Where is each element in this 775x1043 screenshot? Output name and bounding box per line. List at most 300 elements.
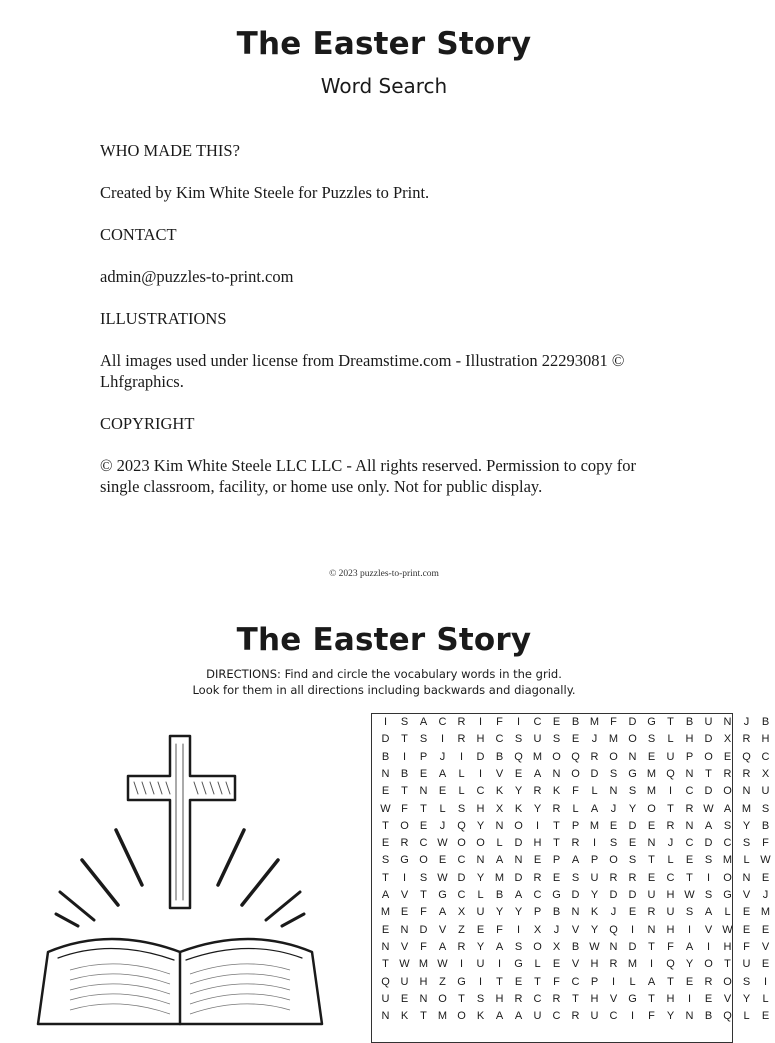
grid-letter: O	[628, 733, 637, 746]
grid-letter: Y	[495, 906, 504, 919]
grid-letter: U	[476, 958, 485, 971]
grid-letter: X	[761, 767, 770, 780]
grid-letter: D	[514, 837, 523, 850]
grid-letter: C	[476, 785, 485, 798]
grid-letter: M	[741, 802, 752, 815]
grid-letter: N	[400, 923, 409, 936]
grid-letter: D	[704, 733, 713, 746]
grid-letter: L	[477, 889, 484, 901]
grid-letter: H	[666, 923, 675, 936]
grid-letter: A	[514, 1010, 523, 1023]
grid-letter: F	[762, 837, 769, 850]
grid-letter: E	[514, 975, 523, 988]
grid-letter: U	[590, 1010, 599, 1023]
grid-row	[376, 924, 775, 936]
grid-letter: E	[761, 958, 770, 971]
grid-letter: N	[381, 940, 390, 953]
grid-letter: T	[572, 992, 579, 1005]
grid-letter: A	[571, 854, 580, 867]
grid-letter: T	[667, 975, 674, 988]
grid-letter: E	[685, 975, 694, 988]
grid-letter: O	[438, 992, 447, 1005]
grid-letter: X	[533, 923, 542, 936]
grid-letter: M	[608, 733, 619, 746]
grid-letter: M	[722, 854, 733, 867]
grid-letter: G	[628, 767, 637, 780]
grid-letter: U	[704, 716, 713, 728]
grid-letter: W	[684, 889, 695, 901]
grid-letter: L	[496, 837, 503, 850]
grid-letter: N	[685, 819, 694, 832]
grid-letter: M	[589, 819, 600, 832]
grid-letter: I	[383, 716, 388, 728]
grid-letter: E	[761, 923, 770, 936]
grid-letter: Y	[476, 871, 485, 884]
grid-letter: R	[457, 716, 466, 728]
grid-letter: S	[514, 733, 523, 746]
grid-letter: V	[571, 958, 580, 971]
grid-letter: E	[400, 992, 409, 1005]
grid-letter: T	[382, 819, 389, 832]
grid-letter: H	[590, 992, 599, 1005]
grid-letter: M	[380, 906, 391, 919]
grid-letter: I	[440, 733, 445, 746]
grid-letter: I	[706, 871, 711, 884]
grid-letter: T	[458, 992, 465, 1005]
grid-letter: R	[400, 837, 409, 850]
grid-letter: J	[762, 889, 769, 901]
grid-letter: O	[400, 819, 409, 832]
grid-letter: J	[610, 906, 617, 919]
grid-letter: E	[533, 854, 542, 867]
grid-letter: W	[722, 923, 733, 936]
grid-letter: K	[514, 802, 523, 815]
grid-letter: V	[609, 992, 618, 1005]
grid-letter: O	[723, 871, 732, 884]
grid-letter: I	[630, 923, 635, 936]
grid-letter: A	[438, 906, 447, 919]
grid-letter: R	[533, 785, 542, 798]
grid-letter: C	[685, 837, 694, 850]
copyright-heading: COPYRIGHT	[100, 414, 195, 433]
grid-letter: B	[381, 750, 390, 763]
grid-letter: E	[419, 819, 428, 832]
grid-letter: T	[648, 940, 655, 953]
grid-row	[376, 854, 775, 866]
grid-letter: Q	[514, 750, 523, 763]
grid-letter: E	[609, 819, 618, 832]
grid-letter: U	[533, 1010, 542, 1023]
grid-letter: A	[590, 802, 599, 815]
grid-letter: P	[590, 854, 599, 867]
grid-letter: S	[685, 906, 694, 919]
grid-letter: Q	[666, 958, 675, 971]
grid-letter: H	[419, 975, 428, 988]
who-made-body: Created by Kim White Steele for Puzzles to Print.	[100, 183, 430, 202]
grid-letter: R	[609, 871, 618, 884]
grid-letter: G	[457, 975, 466, 988]
grid-letter: F	[420, 906, 427, 919]
illustrations-body: All images used under license from Dreamstime.com - Illustration 22293081 © Lhfgraphics.	[100, 351, 625, 391]
grid-letter: K	[476, 1010, 485, 1023]
grid-letter: I	[459, 958, 464, 971]
grid-letter: Y	[628, 802, 637, 815]
grid-letter: H	[476, 802, 485, 815]
grid-letter: H	[476, 733, 485, 746]
grid-letter: C	[666, 871, 675, 884]
grid-letter: O	[571, 767, 580, 780]
illustrations-heading: ILLUSTRATIONS	[100, 309, 227, 328]
grid-letter: U	[742, 958, 751, 971]
grid-letter: Y	[514, 906, 523, 919]
grid-letter: R	[609, 958, 618, 971]
grid-letter: P	[571, 819, 580, 832]
grid-letter: T	[496, 975, 503, 988]
grid-letter: H	[723, 940, 732, 953]
grid-letter: E	[552, 871, 561, 884]
grid-letter: I	[668, 785, 673, 798]
grid-letter: B	[495, 889, 504, 901]
grid-letter: D	[590, 767, 599, 780]
grid-letter: N	[495, 819, 504, 832]
grid-letter: R	[666, 819, 675, 832]
grid-letter: Y	[514, 785, 523, 798]
grid-letter: M	[494, 871, 505, 884]
grid-letter: I	[535, 819, 540, 832]
grid-letter: S	[704, 889, 713, 901]
grid-letter: S	[609, 767, 618, 780]
grid-letter: L	[667, 733, 674, 746]
grid-letter: O	[723, 785, 732, 798]
grid-letter: I	[459, 750, 464, 763]
grid-letter: V	[400, 940, 409, 953]
grid-letter: D	[628, 889, 637, 901]
grid-letter: T	[667, 716, 674, 728]
grid-letter: N	[476, 854, 485, 867]
grid-letter: J	[439, 750, 446, 763]
grid-letter: O	[457, 1010, 466, 1023]
directions-line-2: Look for them in all directions including backwards and diagonally.	[192, 682, 576, 697]
grid-letter: Y	[590, 923, 599, 936]
grid-letter: G	[552, 889, 561, 901]
grid-letter: V	[723, 992, 732, 1005]
grid-letter: T	[534, 975, 541, 988]
grid-letter: T	[648, 992, 655, 1005]
grid-letter: T	[420, 889, 427, 901]
grid-letter: E	[438, 854, 447, 867]
grid-letter: L	[458, 785, 465, 798]
grid-letter: D	[704, 837, 713, 850]
grid-letter: P	[419, 750, 428, 763]
grid-letter: Q	[742, 750, 751, 763]
grid-letter: E	[742, 906, 751, 919]
grid-letter: E	[723, 750, 732, 763]
grid-row	[376, 837, 775, 849]
grid-letter: P	[552, 854, 561, 867]
grid-letter: R	[552, 992, 561, 1005]
grid-letter: N	[628, 750, 637, 763]
grid-letter: G	[628, 992, 637, 1005]
directions	[0, 667, 768, 698]
grid-row	[376, 976, 775, 988]
grid-letter: U	[590, 871, 599, 884]
grid-letter: Y	[533, 802, 542, 815]
grid-letter: W	[760, 854, 771, 867]
grid-letter: E	[438, 785, 447, 798]
grid-letter: U	[666, 750, 675, 763]
grid-letter: I	[687, 923, 692, 936]
grid-letter: E	[628, 906, 637, 919]
grid-letter: S	[457, 802, 466, 815]
grid-letter: R	[742, 767, 751, 780]
grid-letter: I	[478, 716, 483, 728]
grid-letter: R	[571, 1010, 580, 1023]
grid-letter: R	[723, 767, 732, 780]
grid-letter: C	[457, 889, 466, 901]
grid-letter: L	[743, 1010, 750, 1023]
grid-letter: L	[534, 958, 541, 971]
grid-letter: O	[419, 854, 428, 867]
grid-letter: K	[552, 785, 561, 798]
grid-letter: H	[533, 837, 542, 850]
grid-letter: I	[516, 716, 521, 728]
grid-letter: T	[401, 785, 408, 798]
grid-letter: M	[760, 906, 771, 919]
grid-letter: J	[743, 716, 750, 728]
grid-letter: S	[647, 733, 656, 746]
grid-letter: R	[457, 733, 466, 746]
grid-row	[376, 941, 775, 953]
grid-letter: S	[742, 837, 751, 850]
grid-letter: L	[743, 854, 750, 867]
grid-letter: A	[514, 889, 523, 901]
grid-letter: F	[496, 716, 503, 728]
grid-letter: R	[457, 940, 466, 953]
grid-letter: F	[496, 923, 503, 936]
grid-letter: W	[437, 958, 448, 971]
grid-letter: W	[437, 871, 448, 884]
grid-letter: R	[514, 992, 523, 1005]
grid-letter: Q	[609, 923, 618, 936]
grid-letter: D	[628, 716, 637, 728]
grid-row	[376, 803, 775, 815]
grid-letter: S	[514, 940, 523, 953]
grid-letter: X	[495, 802, 504, 815]
grid-letter: A	[419, 716, 428, 728]
grid-letter: I	[706, 940, 711, 953]
grid-letter: H	[495, 992, 504, 1005]
grid-letter: U	[533, 733, 542, 746]
grid-letter: B	[571, 940, 580, 953]
grid-letter: C	[723, 837, 732, 850]
grid-letter: N	[514, 854, 523, 867]
grid-letter: R	[742, 733, 751, 746]
grid-letter: L	[629, 975, 636, 988]
grid-letter: E	[476, 923, 485, 936]
grid-letter: S	[381, 854, 390, 867]
grid-letter: V	[438, 923, 447, 936]
contact-heading: CONTACT	[100, 225, 177, 244]
grid-letter: R	[590, 750, 599, 763]
grid-letter: O	[514, 819, 523, 832]
grid-row	[376, 733, 775, 745]
grid-letter: I	[687, 992, 692, 1005]
grid-letter: C	[419, 837, 428, 850]
grid-letter: S	[723, 819, 732, 832]
grid-letter: F	[743, 940, 750, 953]
grid-letter: S	[419, 871, 428, 884]
footer-copyright: © 2023 puzzles-to-print.com	[329, 569, 439, 579]
grid-letter: J	[591, 733, 598, 746]
grid-letter: R	[552, 802, 561, 815]
grid-letter: G	[647, 716, 656, 728]
grid-letter: U	[647, 889, 656, 901]
grid-row	[376, 785, 775, 797]
grid-letter: D	[571, 889, 580, 901]
grid-letter: X	[723, 733, 732, 746]
grid-letter: R	[571, 837, 580, 850]
grid-letter: A	[495, 854, 504, 867]
grid-letter: A	[533, 767, 542, 780]
grid-letter: W	[589, 940, 600, 953]
grid-letter: R	[628, 871, 637, 884]
grid-letter: U	[761, 785, 770, 798]
grid-letter: E	[761, 871, 770, 884]
grid-letter: P	[685, 750, 694, 763]
grid-letter: X	[552, 940, 561, 953]
grid-letter: S	[761, 802, 770, 815]
grid-letter: A	[438, 767, 447, 780]
grid-letter: F	[420, 940, 427, 953]
grid-letter: E	[647, 750, 656, 763]
grid-letter: S	[476, 992, 485, 1005]
grid-letter: B	[552, 906, 561, 919]
grid-letter: A	[723, 802, 732, 815]
grid-letter: R	[685, 802, 694, 815]
grid-letter: R	[647, 906, 656, 919]
grid-letter: L	[667, 854, 674, 867]
grid-letter: I	[763, 975, 768, 988]
word-search-grid	[371, 713, 771, 1043]
grid-letter: E	[647, 819, 656, 832]
grid-letter: F	[553, 975, 560, 988]
grid-letter: F	[401, 802, 408, 815]
grid-letter: C	[438, 716, 447, 728]
grid-letter: T	[648, 854, 655, 867]
grid-letter: F	[610, 716, 617, 728]
grid-letter: U	[381, 992, 390, 1005]
grid-letter: L	[439, 802, 446, 815]
grid-letter: I	[649, 958, 654, 971]
grid-letter: M	[418, 958, 429, 971]
grid-letter: P	[533, 906, 542, 919]
grid-letter: K	[400, 1010, 409, 1023]
grid-letter: N	[419, 785, 428, 798]
grid-row	[376, 1010, 775, 1022]
grid-letter: E	[647, 871, 656, 884]
grid-letter: Y	[476, 940, 485, 953]
grid-letter: O	[723, 975, 732, 988]
grid-letter: Z	[439, 975, 446, 988]
grid-letter: H	[685, 733, 694, 746]
grid-letter: Q	[571, 750, 580, 763]
grid-letter: E	[552, 958, 561, 971]
cross-and-bible-illustration	[30, 730, 350, 1024]
grid-letter: Y	[742, 992, 751, 1005]
grid-letter: N	[609, 940, 618, 953]
grid-letter: V	[495, 767, 504, 780]
grid-letter: N	[647, 923, 656, 936]
grid-letter: N	[742, 785, 751, 798]
grid-letter: S	[628, 785, 637, 798]
grid-letter: I	[516, 923, 521, 936]
grid-letter: N	[419, 992, 428, 1005]
grid-letter: C	[495, 733, 504, 746]
grid-letter: S	[400, 716, 409, 728]
grid-letter: O	[647, 802, 656, 815]
contact-email: admin@puzzles-to-print.com	[100, 267, 294, 286]
grid-letter: C	[609, 1010, 618, 1023]
grid-letter: L	[762, 992, 769, 1005]
grid-letter: M	[627, 958, 638, 971]
grid-letter: S	[609, 837, 618, 850]
grid-letter: A	[438, 940, 447, 953]
grid-letter: Q	[381, 975, 390, 988]
grid-letter: L	[591, 785, 598, 798]
grid-letter: L	[458, 767, 465, 780]
grid-letter: E	[400, 906, 409, 919]
grid-letter: N	[647, 837, 656, 850]
grid-letter: E	[381, 923, 390, 936]
puzzle-title: The Easter Story	[236, 622, 532, 658]
grid-letter: P	[590, 975, 599, 988]
grid-letter: V	[400, 889, 409, 901]
grid-letter: F	[667, 940, 674, 953]
grid-letter: Q	[457, 819, 466, 832]
grid-letter: C	[761, 750, 770, 763]
grid-letter: T	[705, 767, 712, 780]
grid-letter: T	[382, 958, 389, 971]
copyright-body: © 2023 Kim White Steele LLC LLC - All rights reserved. Permission to copy for single classroom, facility, or home use only. Not for public display.	[100, 456, 637, 496]
grid-letter: H	[590, 958, 599, 971]
grid-letter: Y	[685, 958, 694, 971]
grid-letter: S	[571, 871, 580, 884]
who-made-heading: WHO MADE THIS?	[100, 141, 240, 160]
grid-letter: V	[571, 923, 580, 936]
grid-letter: A	[495, 1010, 504, 1023]
page-title: The Easter Story	[236, 26, 532, 62]
grid-letter: N	[381, 767, 390, 780]
grid-row	[376, 751, 775, 763]
grid-row	[376, 993, 775, 1005]
grid-letter: C	[533, 992, 542, 1005]
grid-letter: E	[761, 1010, 770, 1023]
grid-letter: D	[457, 871, 466, 884]
grid-letter: L	[724, 906, 731, 919]
grid-letter: T	[382, 871, 389, 884]
grid-letter: W	[380, 802, 391, 815]
grid-letter: F	[648, 1010, 655, 1023]
grid-letter: A	[704, 906, 713, 919]
grid-letter: K	[590, 906, 599, 919]
grid-letter: I	[630, 1010, 635, 1023]
grid-letter: A	[685, 940, 694, 953]
grid-letter: C	[533, 889, 542, 901]
grid-letter: E	[628, 837, 637, 850]
grid-letter: B	[400, 767, 409, 780]
grid-letter: T	[686, 871, 693, 884]
grid-letter: Q	[723, 1010, 732, 1023]
